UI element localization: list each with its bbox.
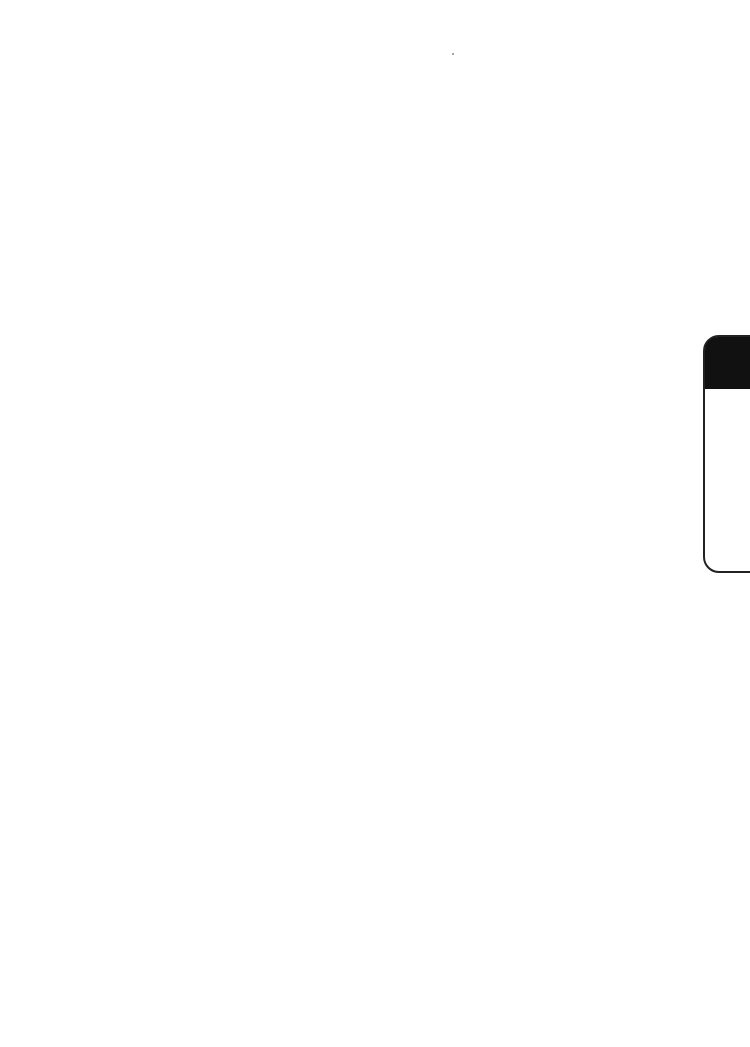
side-tab-black-band bbox=[705, 337, 750, 389]
watermark-logo-icon bbox=[612, 988, 740, 1022]
scan-speck bbox=[452, 53, 454, 55]
answer-key-side-tab bbox=[703, 335, 750, 573]
site-watermark bbox=[612, 988, 742, 1044]
